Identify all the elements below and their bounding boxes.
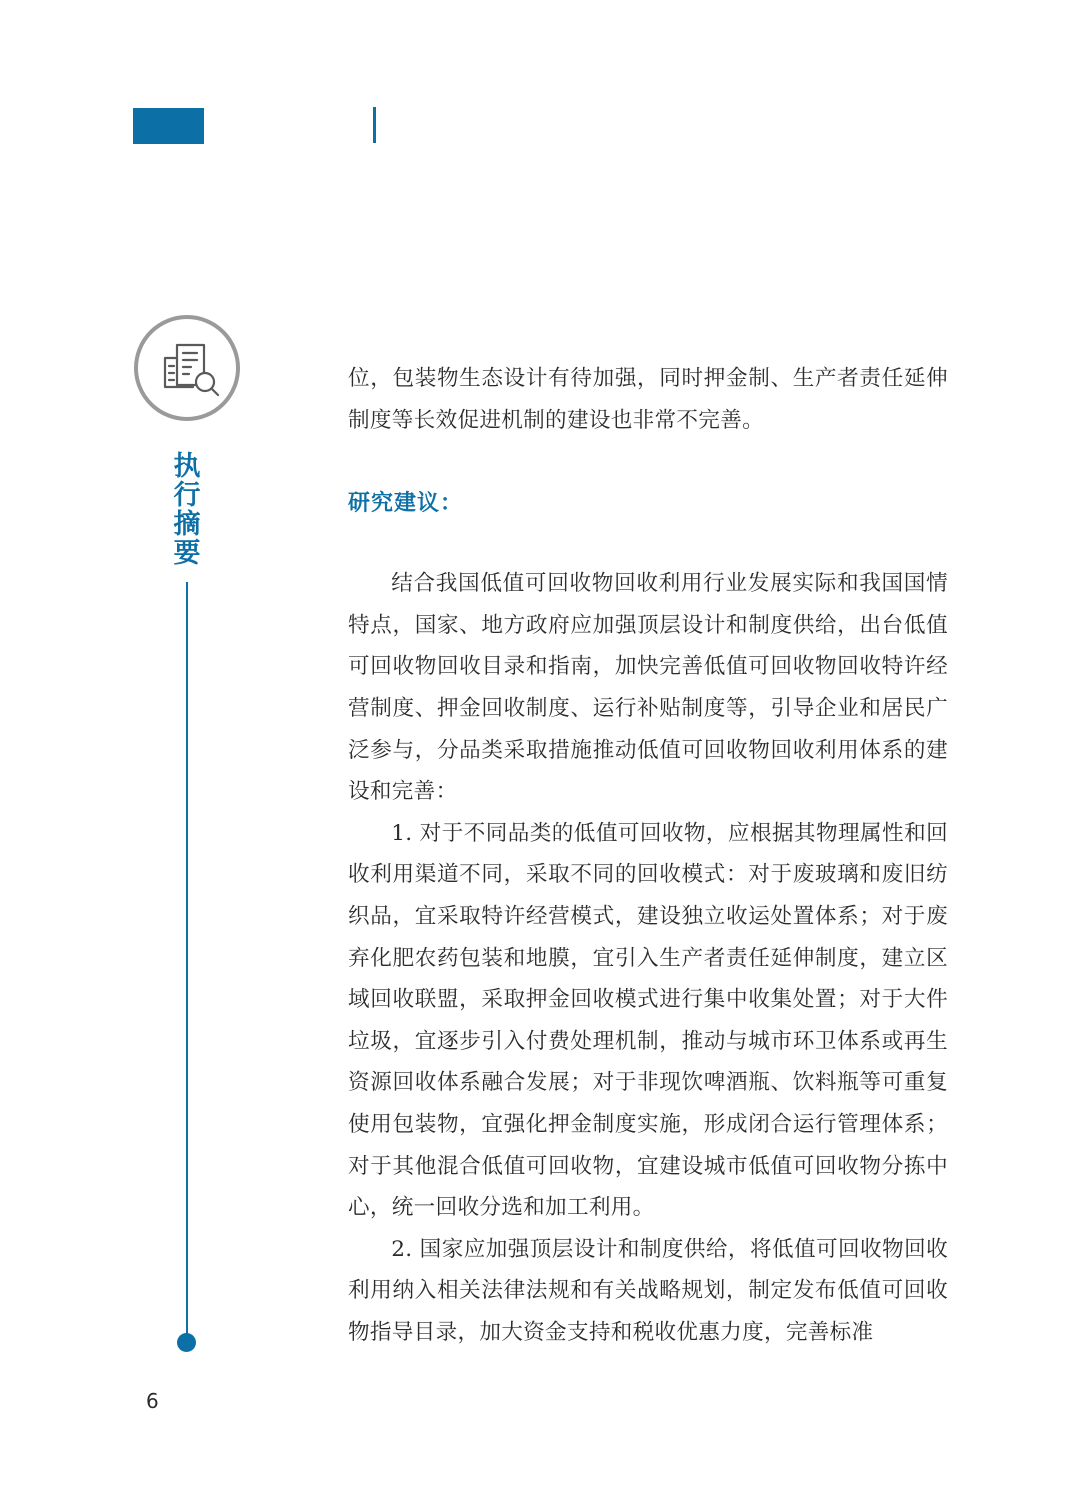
- recommendations-heading: 研究建议：: [348, 491, 464, 517]
- header-vertical-rule: [373, 107, 376, 143]
- section-title: 执行摘要: [173, 451, 201, 569]
- intro-paragraph: 结合我国低值可回收物回收利用行业发展实际和我国国情特点，国家、地方政府应加强顶层设计和制度供给，出台低值可回收物回收目录和指南，加快完善低值可回收物回收特许经营制度、押金回收制度、运行补贴制度等，引导企业和居民广泛参与，分品类采取措施推动低值可回收物回收利用体系的建设和完善：: [348, 571, 948, 805]
- header-accent-block: [133, 108, 204, 144]
- document-search-icon: [133, 314, 241, 422]
- recommendation-item-1: 1. 对于不同品类的低值可回收物，应根据其物理属性和回收利用渠道不同，采取不同的回收模式：对于废玻璃和废旧纺织品，宜采取特许经营模式，建设独立收运处置体系；对于废弃化肥农药包装和地膜，宜引入生产者责任延伸制度，建立区域回收联盟，采取押金回收模式进行集中收集处置；对于大件垃圾，宜逐步引入付费处理机制，推动与城市环卫体系或再生资源回收体系融合发展；对于非现饮啤酒瓶、饮料瓶等可重复使用包装物，宜强化押金制度实施，形成闭合运行管理体系；对于其他混合低值可回收物，宜建设城市低值可回收物分拣中心，统一回收分选和加工利用。: [348, 820, 948, 1221]
- timeline-dot: [177, 1333, 196, 1352]
- timeline-line: [186, 582, 188, 1338]
- body-content: [348, 358, 948, 1353]
- recommendation-item-2: 2. 国家应加强顶层设计和制度供给，将低值可回收物回收利用纳入相关法律法规和有关战略规划，制定发布低值可回收物指导目录，加大资金支持和税收优惠力度，完善标准: [348, 1236, 948, 1345]
- page-number: 6: [146, 1389, 159, 1413]
- section-emblem: [133, 314, 241, 422]
- continued-paragraph: 位，包装物生态设计有待加强，同时押金制、生产者责任延伸制度等长效促进机制的建设也非常不完善。: [348, 366, 948, 433]
